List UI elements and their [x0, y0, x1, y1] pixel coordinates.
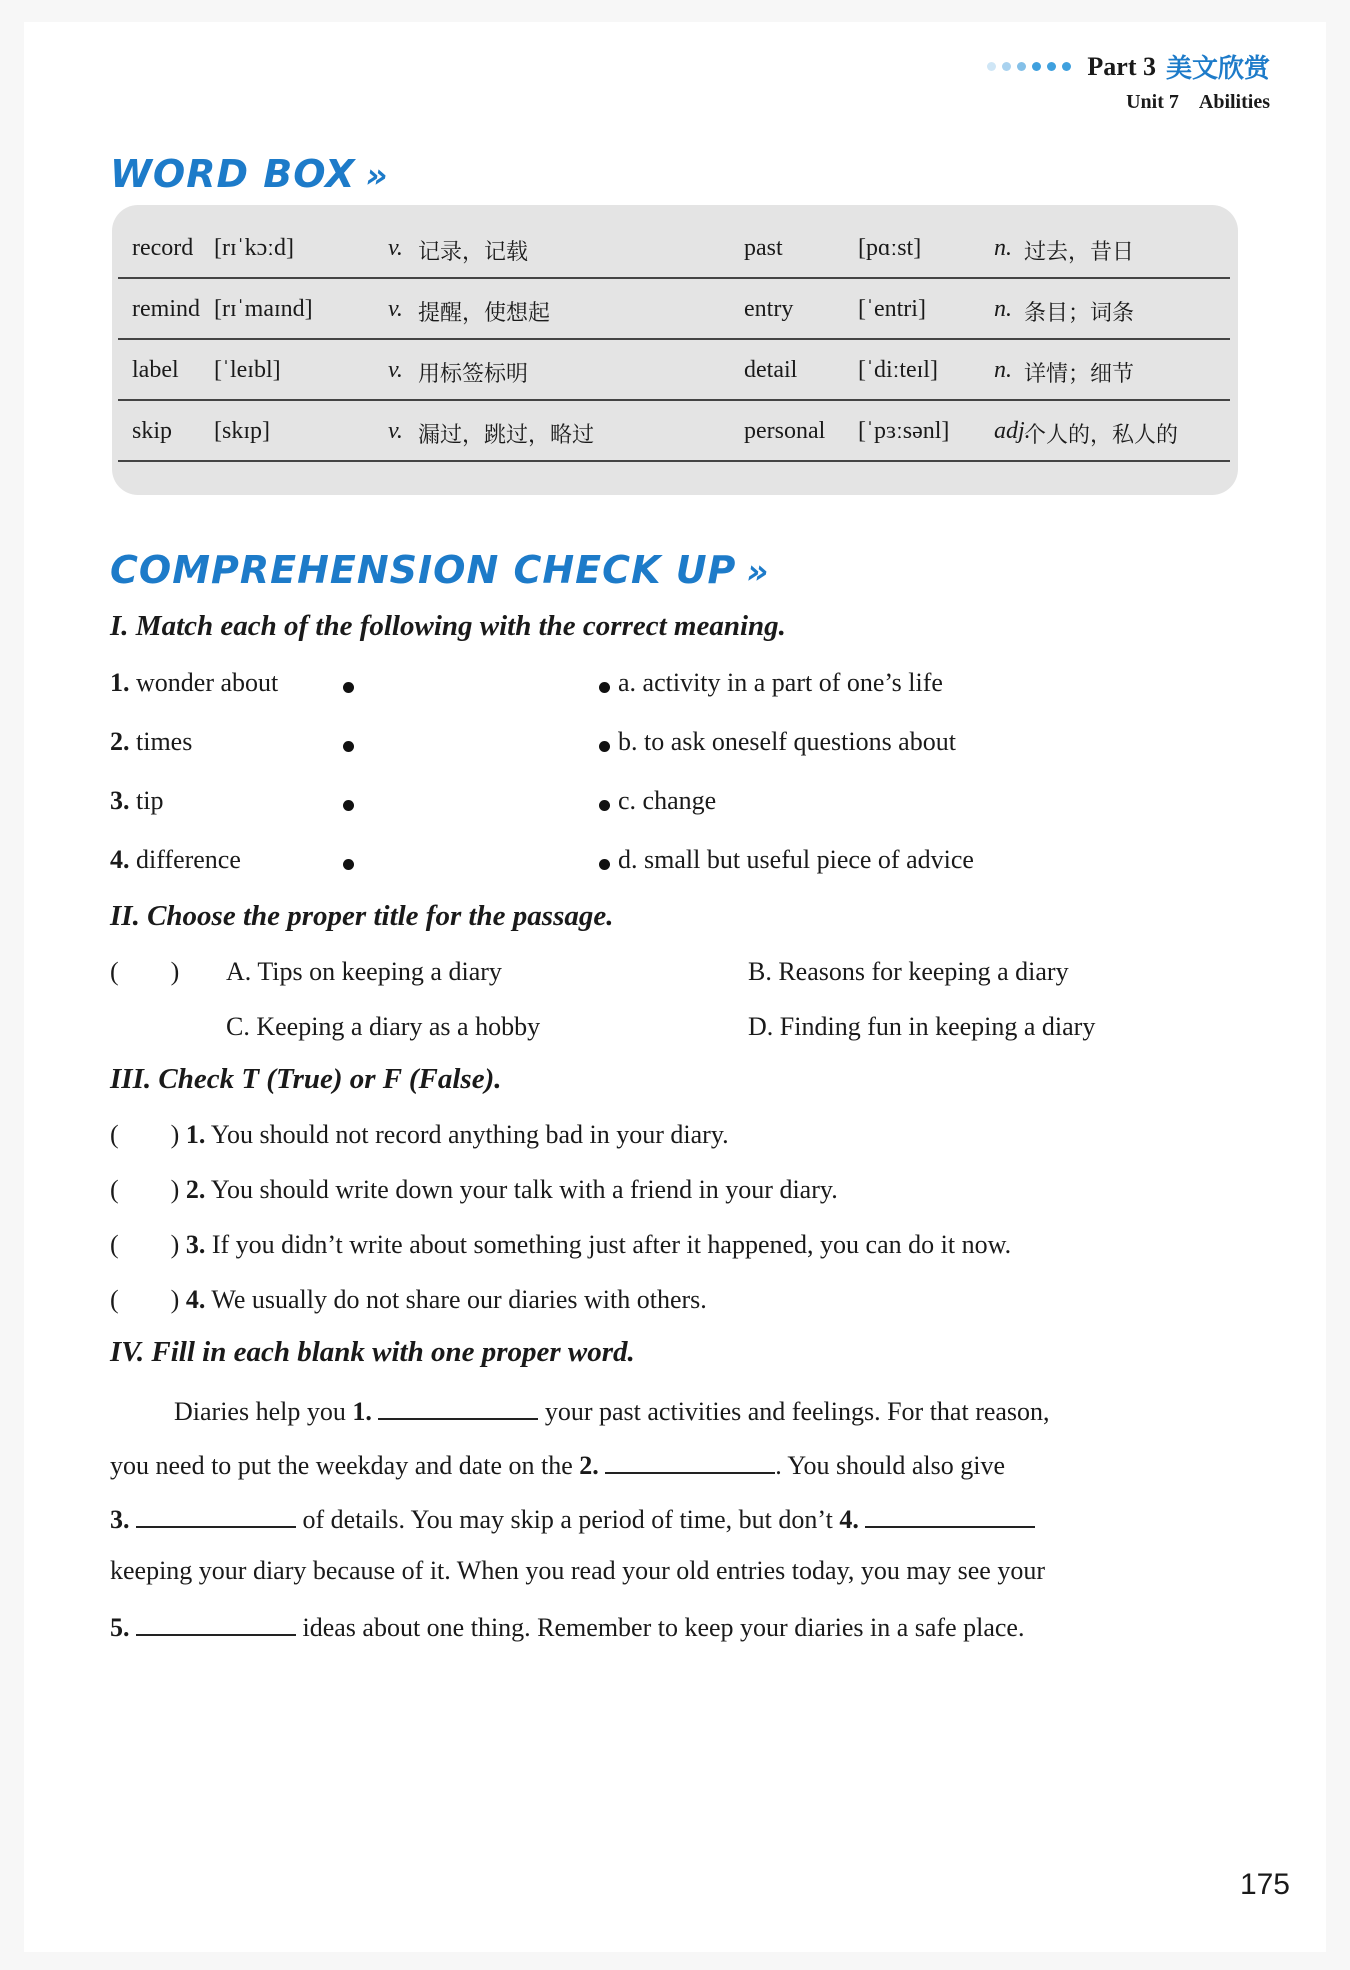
match-dot-right[interactable] [599, 682, 610, 693]
match-right-item: a. activity in a part of one’s life [618, 668, 943, 697]
passage-line: you need to put the weekday and date on the 2. . You should also give [110, 1448, 1005, 1481]
match-right-item: b. to ask oneself questions about [618, 727, 956, 756]
answer-bracket[interactable]: ( ) [110, 1285, 180, 1314]
blank-4[interactable] [865, 1502, 1035, 1528]
answer-bracket[interactable]: ( ) [110, 957, 180, 986]
word-row: remind [rɪˈmaɪnd] v. 提醒，使想起 entry [ˈentri] n. 条目；词条 [118, 278, 1230, 340]
double-chevron-icon: » [365, 156, 389, 196]
title-option[interactable]: C. Keeping a diary as a hobby [226, 1012, 541, 1041]
page-number: 175 [1239, 1868, 1290, 1901]
title-option[interactable]: A. Tips on keeping a diary [226, 957, 502, 986]
match-dot-left[interactable] [343, 800, 354, 811]
blank-1[interactable] [378, 1394, 538, 1420]
match-left-item: 2. times [110, 727, 193, 756]
match-dot-right[interactable] [599, 859, 610, 870]
blank-5[interactable] [136, 1610, 296, 1636]
word-row: record [rɪˈkɔːd] v. 记录，记载 past [pɑːst] n. 过去，昔日 [118, 217, 1230, 279]
tf-item: ( ) 4. We usually do not share our diaries with others. [110, 1285, 707, 1314]
tf-item: ( ) 3. If you didn’t write about something just after it happened, you can do it now. [110, 1230, 1012, 1259]
part1-title: I. Match each of the following with the correct meaning. [110, 610, 786, 642]
unit-topic: Abilities [1198, 91, 1270, 113]
match-right-item: d. small but useful piece of advice [618, 845, 974, 874]
match-dot-left[interactable] [343, 682, 354, 693]
title-option[interactable]: D. Finding fun in keeping a diary [748, 1012, 1096, 1041]
tf-item: ( ) 2. You should write down your talk with a friend in your diary. [110, 1175, 838, 1204]
match-dot-left[interactable] [343, 859, 354, 870]
double-chevron-icon: » [746, 552, 770, 592]
answer-bracket[interactable]: ( ) [110, 1230, 180, 1259]
match-dot-right[interactable] [599, 741, 610, 752]
part4-title: IV. Fill in each blank with one proper word. [110, 1336, 635, 1368]
decorative-dots-icon [987, 62, 1071, 71]
match-dot-right[interactable] [599, 800, 610, 811]
match-left-item: 3. tip [110, 786, 164, 815]
answer-bracket[interactable]: ( ) [110, 1120, 180, 1149]
comprehension-heading: COMPREHENSION CHECK UP » [110, 548, 770, 592]
part2-title: II. Choose the proper title for the passage. [110, 900, 614, 932]
match-dot-left[interactable] [343, 741, 354, 752]
word-row: label [ˈleɪbl] v. 用标签标明 detail [ˈdiːteɪl] n. 详情；细节 [118, 339, 1230, 401]
match-left-item: 4. difference [110, 845, 241, 874]
part3-title: III. Check T (True) or F (False). [110, 1063, 502, 1095]
part-label: Part 3 [1087, 51, 1156, 81]
passage-line: Diaries help you 1. your past activities and feelings. For that reason, [174, 1394, 1050, 1427]
word-box-table [112, 205, 1238, 495]
tf-item: ( ) 1. You should not record anything bad in your diary. [110, 1120, 729, 1149]
match-right-item: c. change [618, 786, 717, 815]
blank-2[interactable] [605, 1448, 775, 1474]
passage-line: 3. of details. You may skip a period of time, but don’t 4. [110, 1502, 1035, 1535]
page-header [987, 48, 1270, 114]
passage-line: 5. ideas about one thing. Remember to keep your diaries in a safe place. [110, 1610, 1024, 1643]
word-row: skip [skɪp] v. 漏过，跳过，略过 personal [ˈpɜːsənl] adj. 个人的，私人的 [118, 400, 1230, 462]
title-option[interactable]: B. Reasons for keeping a diary [748, 957, 1069, 986]
part-title-cn: 美文欣赏 [1165, 54, 1270, 84]
blank-3[interactable] [136, 1502, 296, 1528]
word-box-heading: WORD BOX » [110, 152, 389, 196]
unit-label: Unit 7 [1126, 91, 1179, 113]
match-left-item: 1. wonder about [110, 668, 279, 697]
passage-line: keeping your diary because of it. When you read your old entries today, you may see your [110, 1556, 1045, 1585]
answer-bracket[interactable]: ( ) [110, 1175, 180, 1204]
